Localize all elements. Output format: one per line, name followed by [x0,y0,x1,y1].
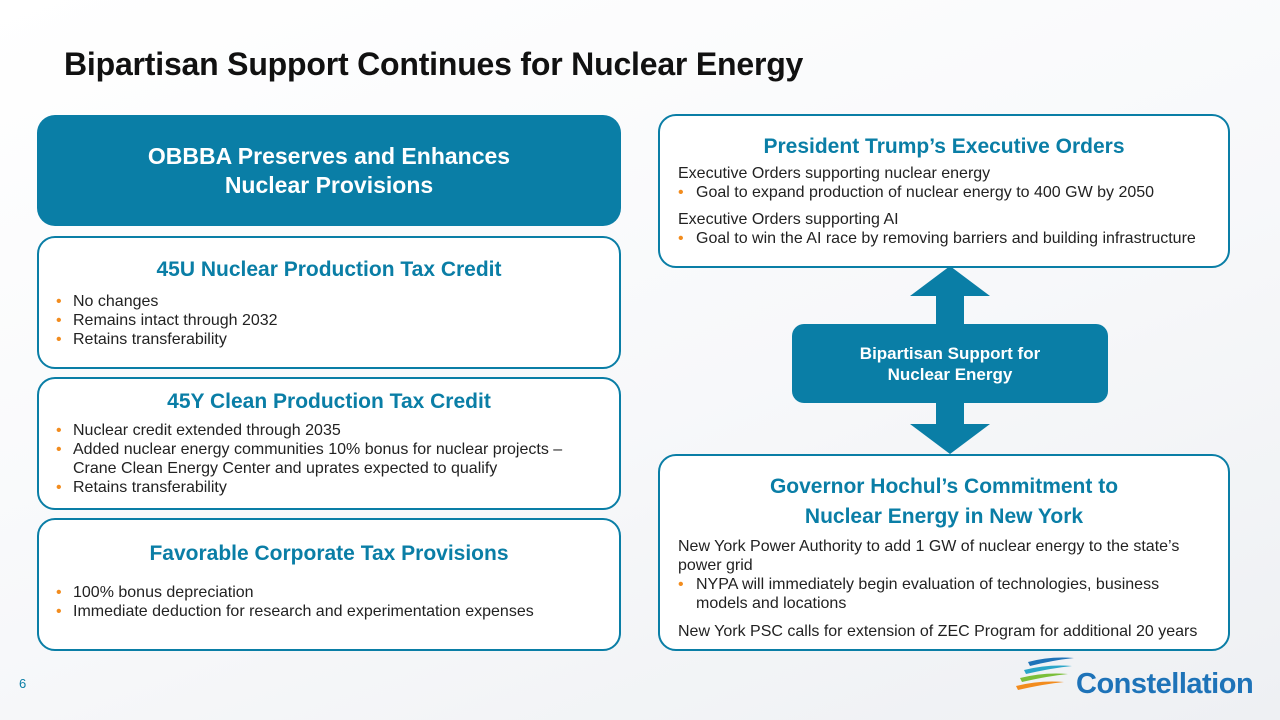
constellation-wordmark: Constellation [1076,668,1254,700]
hochul-line-psc: New York PSC calls for extension of ZEC Program for additional 20 years [678,623,1198,640]
page-title: Bipartisan Support Continues for Nuclear Energy [64,46,804,82]
hochul-line-nypa-a: New York Power Authority to add 1 GW of nuclear energy to the state’s [678,538,1180,555]
bipartisan-support-box [792,324,1108,403]
list-item: • Goal to win the AI race by removing barriers and building infrastructure [660,229,1228,248]
list-item: • 100% bonus depreciation [39,583,619,602]
box-trump-title: President Trump’s Executive Orders [763,135,1125,158]
list-item: • Remains intact through 2032 [39,311,619,330]
box-corporate-tax-title: Favorable Corporate Tax Provisions [149,542,509,565]
constellation-swoosh-icon [1014,656,1076,692]
trump-list-1 [660,183,1228,202]
box-hochul-title-line1: Governor Hochul’s Commitment to [769,475,1119,498]
center-line2: Nuclear Energy [887,364,1013,384]
list-item: • Added nuclear energy communities 10% bonus for nuclear projects – [39,440,619,459]
obbba-header-line1: OBBBA Preserves and Enhances [147,142,511,169]
obbba-header-box [37,115,621,226]
box-corporate-tax-list [39,583,619,621]
trump-line-ai: Executive Orders supporting AI [678,211,899,228]
trump-line-nuclear: Executive Orders supporting nuclear energy [678,165,991,182]
box-45u-list [39,292,619,349]
box-45y-title: 45Y Clean Production Tax Credit [167,390,491,413]
box-hochul-title-line2: Nuclear Energy in New York [804,505,1084,528]
box-45u [37,236,621,369]
box-corporate-tax [37,518,621,651]
trump-list-2 [660,229,1228,248]
hochul-line-nypa [660,537,1228,575]
box-hochul-commitment [658,454,1230,651]
constellation-logo [1014,656,1254,702]
list-item: • Retains transferability [39,478,619,497]
list-item: • NYPA will immediately begin evaluation of technologies, business [660,575,1228,594]
box-trump-executive-orders [658,114,1230,268]
page-number: 6 [19,676,27,691]
box-45u-title: 45U Nuclear Production Tax Credit [156,258,502,281]
list-item: • No changes [39,292,619,311]
list-item: • Nuclear credit extended through 2035 [39,421,619,440]
obbba-header-line2: Nuclear Provisions [224,171,434,198]
box-45y [37,377,621,510]
hochul-line-nypa-b: power grid [678,557,753,574]
list-item: • Goal to expand production of nuclear energy to 400 GW by 2050 [660,183,1228,202]
list-item-continuation: Crane Clean Energy Center and uprates expected to qualify [73,460,498,477]
center-line1: Bipartisan Support for [859,343,1041,363]
list-item: • Retains transferability [39,330,619,349]
list-item: • Immediate deduction for research and experimentation expenses [39,602,619,621]
list-item-continuation: models and locations [696,595,847,612]
hochul-list [660,575,1228,613]
box-45y-list [39,421,619,497]
